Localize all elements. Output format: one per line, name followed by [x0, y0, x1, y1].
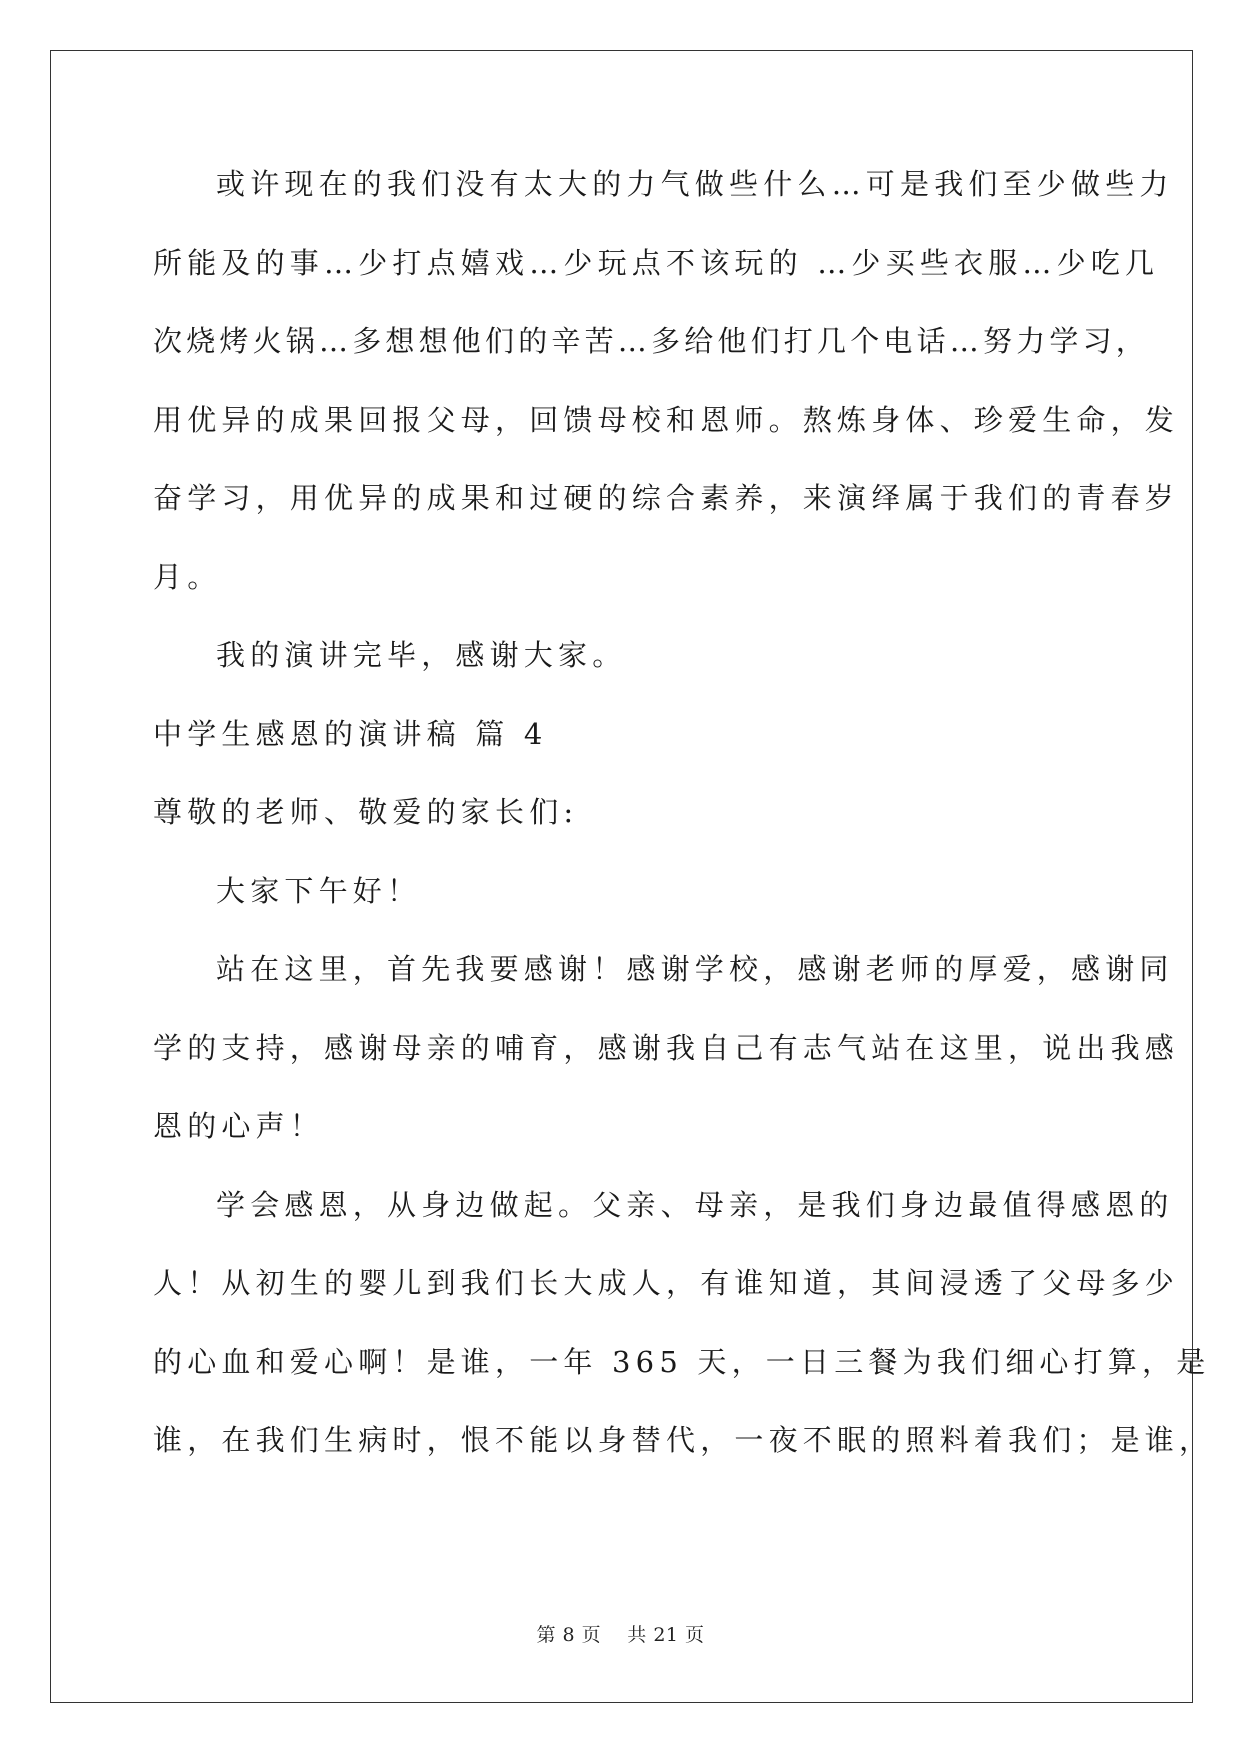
- paragraph-line: 站在这里，首先我要感谢！感谢学校，感谢老师的厚爱，感谢同: [216, 952, 1174, 986]
- section-heading: 中学生感恩的演讲稿 篇 4: [153, 716, 548, 751]
- page-footer: [0, 1620, 1241, 1647]
- paragraph-line: 用优异的成果回报父母，回馈母校和恩师。熬炼身体、珍爱生命，发: [153, 402, 1180, 437]
- paragraph-line: 学会感恩，从身边做起。父亲、母亲，是我们身边最值得感恩的: [216, 1187, 1174, 1222]
- paragraph-line: 的心血和爱心啊！是谁，一年 365 天，一日三餐为我们细心打算，是: [153, 1344, 1211, 1379]
- paragraph-line: 奋学习，用优异的成果和过硬的综合素养，来演绎属于我们的青春岁: [153, 481, 1180, 515]
- paragraph-line: 谁，在我们生病时，恨不能以身替代，一夜不眠的照料着我们；是谁，: [153, 1423, 1214, 1457]
- greeting: 大家下午好！: [216, 873, 422, 908]
- paragraph-line: 恩的心声！: [153, 1109, 325, 1143]
- paragraph-line: 学的支持，感谢母亲的哺育，感谢我自己有志气站在这里，说出我感: [153, 1030, 1180, 1065]
- paragraph-line: 所能及的事…少打点嬉戏…少玩点不该玩的 …少买些衣服…少吃几: [153, 245, 1160, 280]
- paragraph-line: 次烧烤火锅…多想想他们的辛苦…多给他们打几个电话…努力学习，: [153, 324, 1150, 358]
- total-pages: 共 21 页: [627, 1624, 705, 1646]
- paragraph-line: 人！从初生的婴儿到我们长大成人，有谁知道，其间浸透了父母多少: [153, 1266, 1180, 1300]
- paragraph-line: 或许现在的我们没有太大的力气做些什么…可是我们至少做些力: [216, 167, 1174, 201]
- paragraph-line: 月。: [153, 559, 222, 594]
- document-body: [153, 162, 1214, 1497]
- salutation: 尊敬的老师、敬爱的家长们:: [153, 795, 579, 829]
- current-page-number: 第 8 页: [536, 1624, 602, 1646]
- paragraph-line: 我的演讲完毕，感谢大家。: [216, 638, 627, 672]
